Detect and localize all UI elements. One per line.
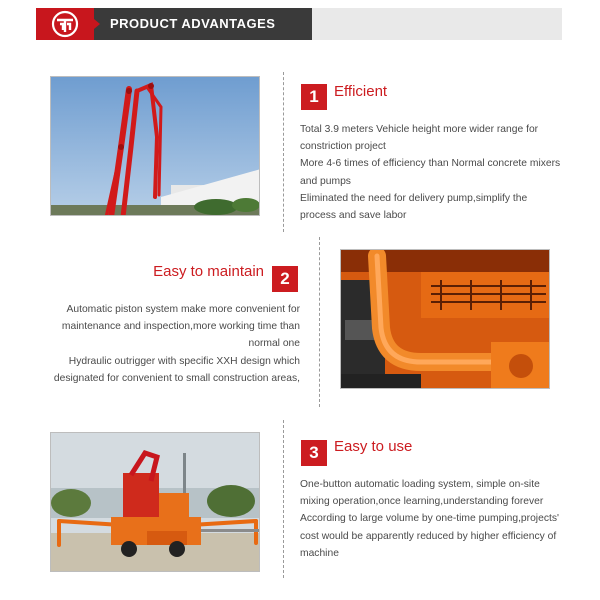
description-line: Hydraulic outrigger with specific XXH design which designated for convenient to small construction areas, xyxy=(53,355,300,384)
header-bar xyxy=(36,8,562,40)
section-number-badge: 1 xyxy=(301,84,327,110)
section-title-easy-to-use: Easy to use xyxy=(334,438,413,455)
mixer-pump-truck-photo xyxy=(50,432,260,572)
header-arrow-icon xyxy=(94,19,100,29)
description-line: More 4-6 times of efficiency than Normal concrete mixers and pumps xyxy=(300,158,561,187)
section-title-easy-to-maintain: Easy to maintain xyxy=(153,263,264,280)
section-description xyxy=(300,476,562,562)
section-description xyxy=(40,301,300,387)
divider-line xyxy=(283,72,284,232)
divider-line xyxy=(319,237,320,407)
divider-line xyxy=(283,420,284,578)
description-line: One-button automatic loading system, simple on-site mixing operation,once learning,understanding forever xyxy=(300,479,544,508)
description-line: Automatic piston system make more convenient for maintenance and inspection,more working time than normal one xyxy=(61,304,300,350)
section-number-badge: 3 xyxy=(301,440,327,466)
description-line: Eliminated the need for delivery pump,simplify the process and save labor xyxy=(300,192,528,222)
brand-logo-icon xyxy=(50,9,80,39)
section-number-badge: 2 xyxy=(272,266,298,292)
section-title-efficient: Efficient xyxy=(334,83,388,100)
boom-pump-photo xyxy=(50,76,260,216)
description-line: According to large volume by one-time pumping,projects' cost would be apparently reduced by higher efficiency of machine xyxy=(300,513,559,559)
section-description xyxy=(300,121,562,224)
description-line: Total 3.9 meters Vehicle height more wider range for constriction project xyxy=(300,124,539,153)
page-title: PRODUCT ADVANTAGES xyxy=(94,8,312,40)
hopper-pipe-photo xyxy=(340,249,550,389)
logo xyxy=(36,8,94,40)
